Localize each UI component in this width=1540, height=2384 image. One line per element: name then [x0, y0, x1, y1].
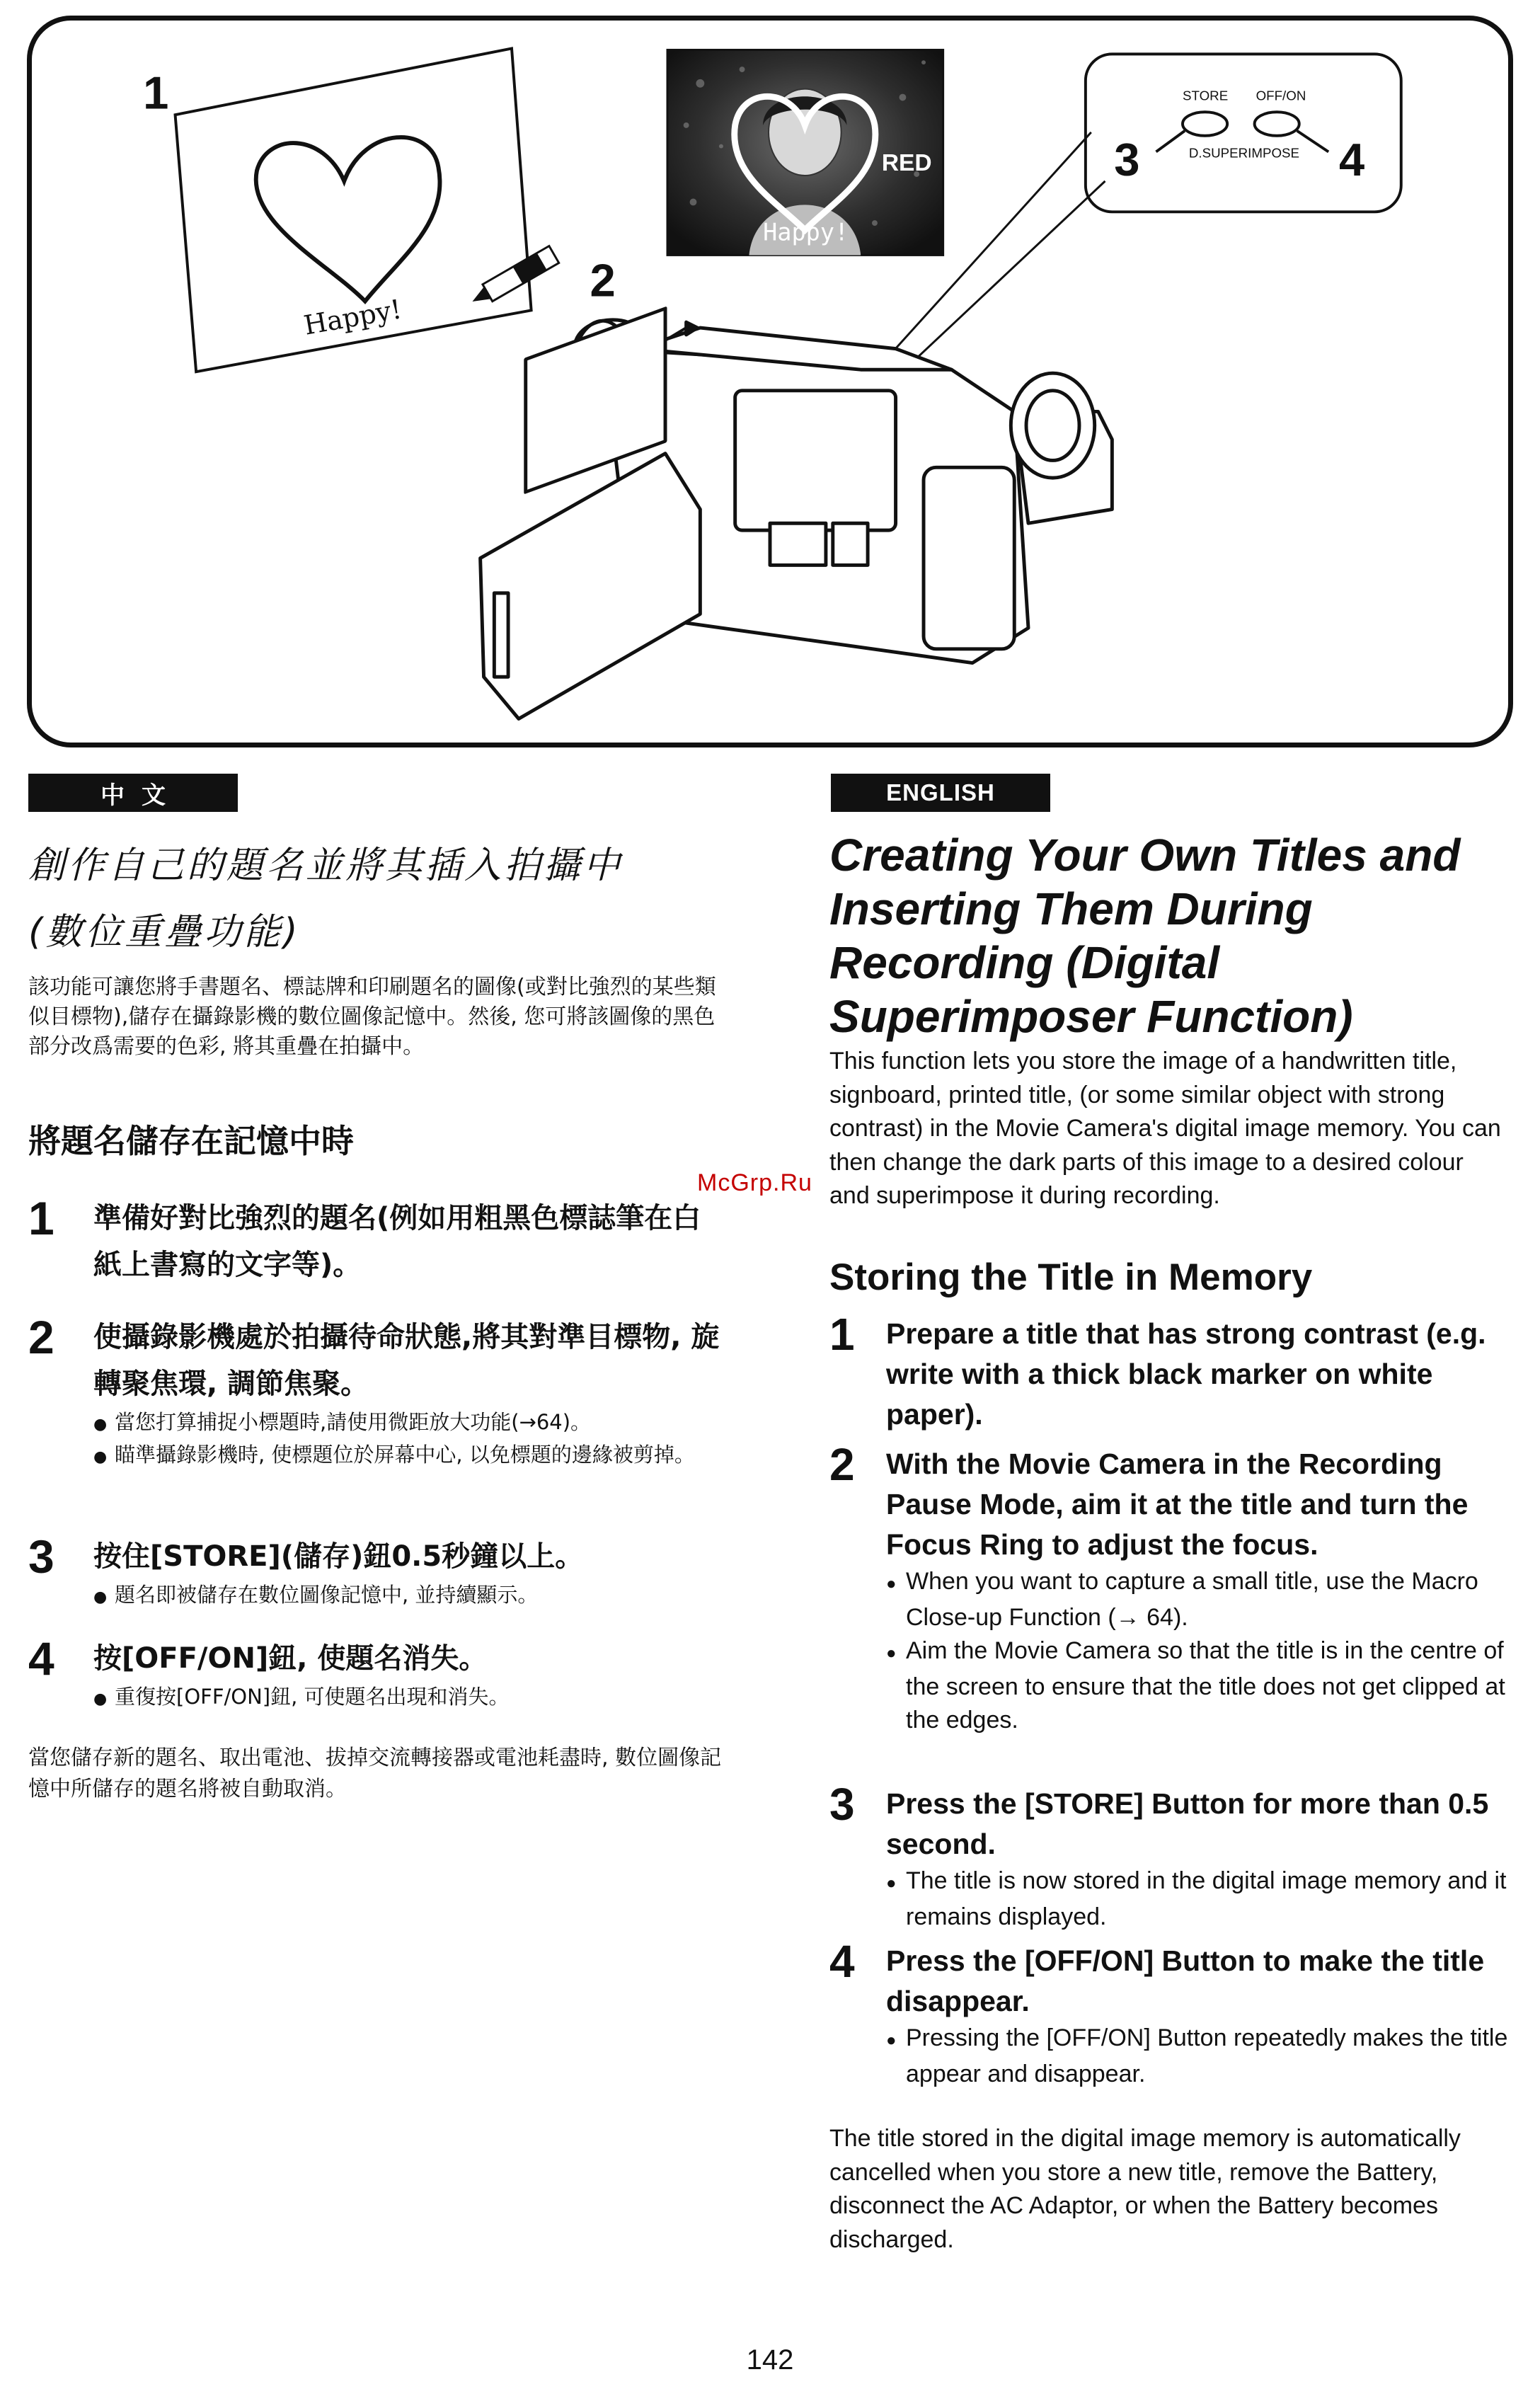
camcorder: [481, 309, 1113, 719]
step-bullet: ● 當您打算捕捉小標題時,請使用微距放大功能(→64)。: [93, 1407, 722, 1440]
english-step-4: [829, 1936, 1509, 2091]
step-number: 2: [28, 1311, 54, 1363]
paper-handwriting: Happy!: [301, 293, 404, 341]
monitor-title-text: Happy!: [763, 218, 849, 246]
step-number: 4: [28, 1632, 54, 1685]
chinese-title: [28, 832, 722, 965]
english-section-tag: ENGLISH: [831, 774, 1050, 812]
chinese-title-line1: 創作自己的題名並將其插入拍攝中: [28, 844, 624, 887]
step-bullet: ● The title is now stored in the digital image memory and it remains displayed.: [886, 1864, 1509, 1934]
page-number: 142: [746, 2344, 794, 2376]
store-button: [1183, 112, 1227, 136]
step-number: 1: [829, 1309, 855, 1360]
english-footer-note: The title stored in the digital image memory is automatically cancelled when you store a new title, remove the Battery, disconnect the AC Adaptor, or when the Battery becomes discharged.: [829, 2125, 1461, 2253]
step-bullet: ● Aim the Movie Camera so that the title is in the centre of the screen to ensure that the title does not get clipped at the edges.: [886, 1634, 1509, 1738]
title-paper: [176, 48, 559, 372]
step-text: 按住[STORE](儲存)鈕0.5秒鐘以上。: [93, 1540, 584, 1573]
step-text: With the Movie Camera in the Recording Pause Mode, aim it at the title and turn the Focus Ring to adjust the focus.: [886, 1448, 1469, 1561]
step-text: Press the [OFF/ON] Button to make the title disappear.: [886, 1944, 1485, 2017]
step-text: 準備好對比強烈的題名(例如用粗黑色標誌筆在白紙上書寫的文字等)。: [93, 1202, 701, 1281]
english-intro: This function lets you store the image of a handwritten title, signboard, printed title, (or some similar object with strong contrast) in the Movie Camera's digital image memory. You can then change the dark parts of this image to a desired colour and superimpose it during recording.: [829, 1048, 1501, 1209]
offon-button: [1255, 112, 1299, 136]
step-number: 2: [829, 1439, 855, 1490]
watermark-link[interactable]: McGrp.Ru: [697, 1169, 812, 1196]
superimpose-label: D.SUPERIMPOSE: [1188, 145, 1300, 161]
step-number: 3: [28, 1530, 54, 1583]
camcorder-illustration: [32, 21, 1508, 743]
chinese-step-2: [28, 1311, 722, 1472]
lcd-panel: [481, 454, 701, 719]
step-text: 按[OFF/ON]鈕, 使題名消失。: [93, 1642, 488, 1675]
english-step-1: [829, 1309, 1509, 1435]
chinese-title-line2: (數位重疊功能): [28, 911, 301, 953]
english-step-2: [829, 1439, 1509, 1738]
step-number: 1: [28, 1192, 54, 1244]
step-number: 3: [829, 1779, 855, 1830]
step-bullet: ● When you want to capture a small title, use the Macro Close-up Function (→ 64).: [886, 1565, 1509, 1634]
figure-step-3: 3: [1114, 133, 1140, 185]
chinese-step-1: [28, 1192, 722, 1288]
step-text: 使攝錄影機處於拍攝待命狀態,將其對準目標物, 旋轉聚焦環, 調節焦聚。: [93, 1321, 720, 1400]
step-text: Prepare a title that has strong contrast (e.g. write with a thick black marker on white paper).: [886, 1317, 1486, 1431]
english-step-3: [829, 1779, 1509, 1934]
store-button-label: STORE: [1182, 88, 1229, 103]
chinese-intro: 該功能可讓您將手書題名、標誌牌和印刷題名的圖像(或對比強烈的某些類似目標物),儲存在攝錄影機的數位圖像記憶中。然後, 您可將該圖像的黑色部分改爲需要的色彩, 將其重疊在拍攝中。: [28, 975, 716, 1059]
chinese-subheading: 將題名儲存在記憶中時: [28, 1122, 354, 1160]
chinese-step-3: [28, 1530, 722, 1612]
offon-button-label: OFF/ON: [1255, 88, 1306, 103]
chinese-step-4: [28, 1632, 722, 1714]
english-subheading: Storing the Title in Memory: [829, 1256, 1313, 1298]
monitor-color-label: RED: [881, 150, 932, 177]
step-bullet: ● 題名即被儲存在數位圖像記憶中, 並持續顯示。: [93, 1580, 722, 1612]
chinese-footer-note: 當您儲存新的題名、取出電池、拔掉交流轉接器或電池耗盡時, 數位圖像記憶中所儲存的題名將被自動取消。: [28, 1746, 722, 1801]
figure-step-1: 1: [143, 67, 169, 119]
figure-step-4: 4: [1338, 133, 1365, 185]
step-text: Press the [STORE] Button for more than 0.5 second.: [886, 1787, 1489, 1860]
step-bullet: ● Pressing the [OFF/ON] Button repeatedly makes the title appear and disappear.: [886, 2022, 1509, 2091]
figure-step-2: 2: [590, 254, 616, 306]
step-bullet: ● 重復按[OFF/ON]鈕, 可使題名出現和消失。: [93, 1682, 722, 1714]
step-bullet: ● 瞄準攝錄影機時, 使標題位於屏幕中心, 以免標題的邊緣被剪掉。: [93, 1440, 722, 1472]
step-number: 4: [829, 1936, 855, 1987]
chinese-section-tag: 中文: [28, 774, 238, 812]
illustration-panel: [27, 16, 1513, 747]
preview-monitor: [667, 50, 943, 255]
english-title: Creating Your Own Titles and Inserting Them During Recording (Digital Superimposer Function): [829, 830, 1461, 1042]
